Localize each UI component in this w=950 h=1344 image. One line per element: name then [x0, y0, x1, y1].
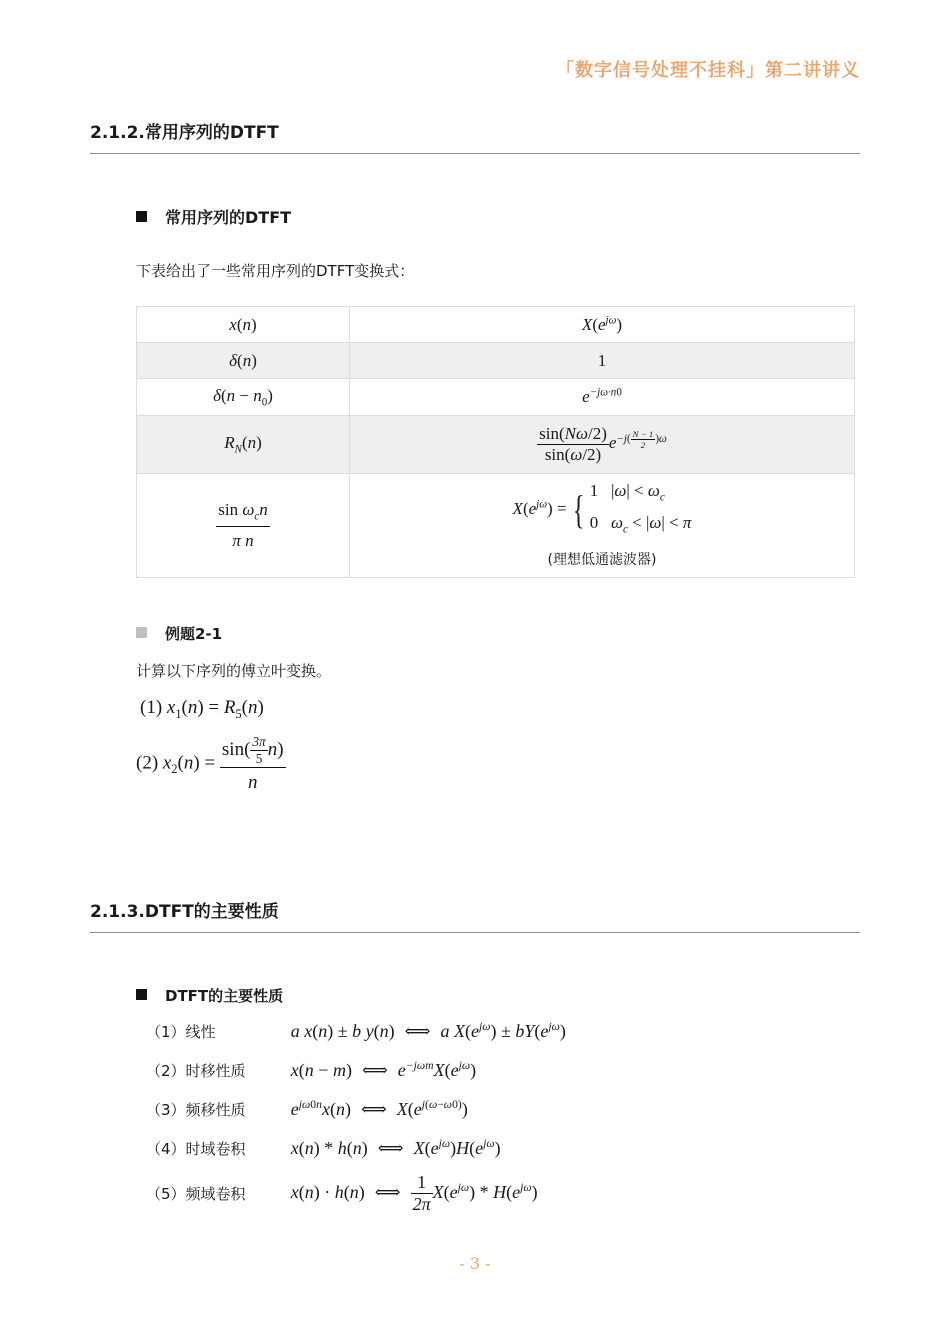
bullet-square-grey-icon: [136, 627, 147, 638]
bullet-square-icon: [136, 989, 147, 1000]
table-cell-rect-dtft: $\frac{\sin(N\omega/2)}{\sin(\omega/2)}$ $e^{-j( \frac{N - 1}{2} )\omega}$: [350, 416, 855, 474]
property-frequency-convolution: （5）频域卷积 x(n) · h(n) ⟺ $\frac{1}{2\pi}$ $X(e^{j\omega}) * H(e^{j\omega})$: [146, 1172, 538, 1214]
X-ejw-formula: $X(e^{j\omega})$: [581, 314, 623, 334]
table-row: [137, 416, 855, 474]
section-heading-2-1-3: 2.1.3.DTFT的主要性质: [90, 897, 860, 933]
table-row: [137, 343, 855, 379]
table-header-sequence: [137, 307, 350, 343]
table-cell-shifted-delta: $\delta(n - n_0)$: [137, 379, 350, 416]
ideal-lowpass-note: (理想低通滤波器): [547, 551, 657, 568]
table-header-dtft: [350, 307, 855, 343]
table-cell-sinc: $\frac{\sin \omega_cn}{\text{π n}}$: [137, 474, 350, 578]
example-prompt: 计算以下序列的傅立叶变换。: [136, 662, 332, 680]
table-cell-rect: $R_N(n)$: [137, 416, 350, 474]
table-cell-delta-dtft: 1: [350, 343, 855, 379]
table-intro-text: 下表给出了一些常用序列的DTFT变换式：: [136, 262, 415, 280]
page-number: - 3 -: [459, 1254, 491, 1273]
property-frequency-shift: （3）频移性质 $e^{j\omega 0n}x(n)$ ⟺ $X(e^{j(\omega-\omega 0)})$: [146, 1098, 468, 1119]
table-cell-delta: δ(n): [137, 343, 350, 379]
property-time-convolution: （4）时域卷积 x(n) * h(n) ⟺ $X(e^{j\omega})H(e^{j\omega})$: [146, 1137, 501, 1158]
table-cell-sinc-dtft: $X(e^{j\omega})$ = { 1 $|\omega| < \omega_c$ 0 $\omega_c < |\omega| < \pi$ (理想低通滤波器): [350, 474, 855, 578]
properties-heading: DTFT的主要性质: [136, 985, 283, 1006]
document-header-title: 「数字信号处理不挂科」第二讲讲义: [556, 60, 860, 81]
table-header-row: [137, 307, 855, 343]
table-cell-shifted-delta-dtft: $e^{-j\omega\cdot n0}$: [350, 379, 855, 416]
example-heading: 例题2-1: [136, 623, 222, 644]
dtft-table: [136, 306, 855, 578]
subsection-heading-common-dtft: 常用序列的DTFT: [136, 205, 291, 228]
section-heading-2-1-2: 2.1.2.常用序列的DTFT: [90, 118, 860, 154]
example-item-2: (2) $x_2(n)$ = sin( $\frac{3\pi}{5}$ n) n: [136, 734, 284, 793]
table-row: [137, 379, 855, 416]
x-n-formula: x(n): [229, 314, 257, 334]
property-linearity: （1）线性 a x(n) ± b y(n) ⟺ a $X(e^{j\omega}) \pm bY(e^{j\omega})$: [146, 1020, 566, 1041]
table-row: [137, 474, 855, 578]
example-item-1: (1) $x_1(n) = R_5(n)$: [140, 697, 264, 721]
bullet-square-icon: [136, 211, 147, 222]
property-time-shift: （2）时移性质 x(n − m) ⟺ $e^{-j\omega m}X(e^{j\omega})$: [146, 1059, 477, 1080]
